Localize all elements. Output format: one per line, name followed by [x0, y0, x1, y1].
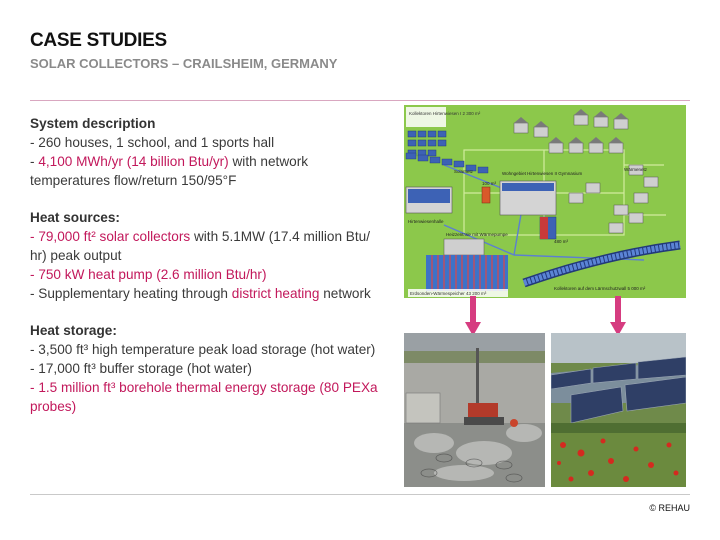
drilling-site-photo: [404, 333, 545, 487]
system-heading: System description: [30, 116, 156, 131]
hs-l1-highlight: 79,000 ft² solar collectors: [38, 229, 191, 244]
label-kollektoren-top: Kollektoren Hirtenwiesen I 2 300 m²: [409, 111, 481, 116]
label-erdsonden: Erdsonden-Wärmespeicher 43 200 m³: [410, 291, 487, 296]
content-text: [30, 114, 380, 416]
label-gymnasium: Wohngebiet Hirtenwiesen II Gymnasium: [502, 171, 583, 176]
heat-sources-heading: Heat sources:: [30, 210, 120, 225]
heat-storage-heading: Heat storage:: [30, 323, 117, 338]
label-tank480: 480 m³: [554, 239, 569, 244]
hs-l2-highlight: 750 kW heat pump (2.6 million Btu/hr): [38, 267, 267, 282]
system-line-2: [30, 152, 380, 190]
district-heating-diagram: [404, 105, 686, 298]
system-line-2-highlight: 4,100 MWh/yr (14 billion Btu/yr): [38, 154, 229, 169]
system-line-2-rest: with network temperatures flow/return 150/95°F: [30, 154, 309, 188]
hs-l3-prefix: - Supplementary heating through: [30, 286, 232, 301]
heat-storage-line-3: [30, 378, 380, 416]
hst-l3-highlight: 1.5 million ft³ borehole thermal energy storage (80 PEXa probes): [30, 380, 378, 414]
hs-l3-highlight: district heating: [231, 286, 320, 301]
system-line-2-prefix: -: [30, 154, 39, 169]
top-divider: [30, 100, 690, 101]
label-sporthalle: Hirtenwiesenhalle: [408, 219, 444, 224]
solar-collectors-photo: [551, 333, 686, 487]
arrow-down-icon: [465, 296, 481, 336]
hst-l3-prefix: -: [30, 380, 39, 395]
bottom-divider: [30, 494, 690, 495]
label-heizzentrale: Heizzentrale mit Wärmepumpe: [446, 232, 508, 237]
heat-sources-line-2: [30, 265, 380, 284]
heat-storage-line-2: - 17,000 ft³ buffer storage (hot water): [30, 361, 252, 376]
heat-sources-line-3: [30, 284, 380, 303]
diagram-svg: [404, 105, 686, 298]
heat-storage-line-1: - 3,500 ft³ high temperature peak load storage (hot water): [30, 342, 376, 357]
hs-l1-prefix: -: [30, 229, 39, 244]
label-tank100: 100 m³: [482, 181, 497, 186]
label-kollektoren-wall: Kollektoren auf dem Lärmschutzwall 5 000 m²: [554, 286, 646, 291]
hs-l2-prefix: -: [30, 267, 39, 282]
arrow-down-icon: [610, 296, 626, 336]
page-title: CASE STUDIES: [30, 30, 167, 51]
copyright-notice: © REHAU: [649, 503, 690, 513]
label-solarnetz: Solarnetz: [454, 169, 474, 174]
hs-l3-rest: network: [319, 286, 371, 301]
page-subtitle: SOLAR COLLECTORS – CRAILSHEIM, GERMANY: [30, 56, 338, 71]
heat-sources-line-1: [30, 227, 380, 265]
system-line-1: - 260 houses, 1 school, and 1 sports hall: [30, 135, 275, 150]
hs-l1-rest: with 5.1MW (17.4 million Btu/ hr) peak output: [30, 229, 370, 263]
label-waermenetz: Wärmenetz: [624, 167, 648, 172]
